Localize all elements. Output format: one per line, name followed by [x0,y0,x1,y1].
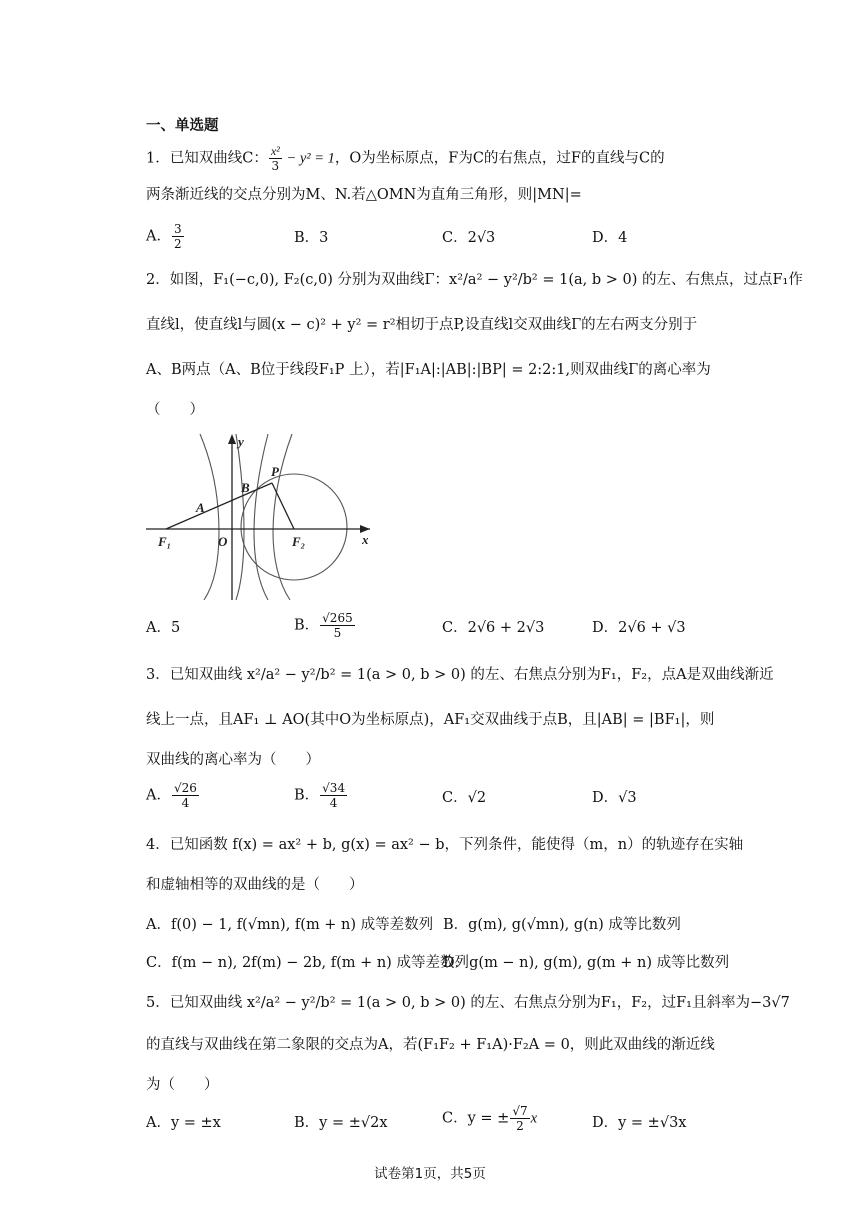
hyperbola-figure [146,432,376,602]
q5-line-1: 5．已知双曲线 x²/a² − y²/b² = 1(a > 0, b > 0) 的左、右焦点分别为F₁，F₂，过F₁且斜率为−3√7 [146,995,790,1011]
page-footer: 试卷第1页，共5页 [374,1166,486,1182]
q4-option-d[interactable]: D．g(m − n), g(m), g(m + n) 成等比数列 [443,955,730,971]
q3-line-1: 3．已知双曲线 x²/a² − y²/b² = 1(a > 0, b > 0) 的左、右焦点分别为F₁，F₂，点A是双曲线渐近 [146,667,774,683]
q1-line-2: 两条渐近线的交点分别为M、N.若△OMN为直角三角形，则|MN|= [146,187,582,203]
q4-option-c[interactable]: C．f(m − n), 2f(m) − 2b, f(m + n) 成等差数列 [146,955,469,971]
q1-text-a: 已知双曲线C： [169,150,268,167]
q3-option-d[interactable]: D．√3 [592,790,637,806]
q5-line-3: 为（ ） [146,1077,219,1093]
label-f1: F₁ [158,534,172,549]
q3-option-c[interactable]: C．√2 [442,790,487,806]
line-pf2 [272,483,294,529]
q1-line-1: 1．已知双曲线C： $\frac{\text{x²}}{3}$ − y² = 1，O为坐标原点，F为C的右焦点，过F的直线与C的 [146,144,665,173]
q2-option-a[interactable]: A．5 [146,620,181,636]
q5-option-d[interactable]: D．y = ±√3x [592,1115,687,1131]
label-p: P [271,464,279,479]
q2-option-d[interactable]: D．2√6 + √3 [592,620,686,636]
q4-line-1: 4．已知函数 f(x) = ax² + b, g(x) = ax² − b，下列条件，能使得（m，n）的轨迹存在实轴 [146,837,744,853]
q1-text-b: ，O为坐标原点，F为C的右焦点，过F的直线与C的 [334,150,665,167]
q1-number: 1． [146,150,170,167]
label-o: O [218,534,228,549]
q2-options [146,612,746,648]
q1-option-a[interactable]: A． $\frac{3}{2}$ [146,222,182,251]
label-a: A [196,500,205,515]
q2-line-4: （ ） [146,402,204,418]
q3-option-a[interactable]: A． $\frac{√26}{4}$ [146,781,197,810]
q2-option-b[interactable]: B． $\frac{√265}{5}$ [294,611,353,640]
q2-option-c[interactable]: C．2√6 + 2√3 [442,620,545,636]
q3-line-3: 双曲线的离心率为（ ） [146,752,320,768]
right-branch-inner-curve [254,434,268,600]
label-f2: F₂ [292,534,306,549]
q5-option-b[interactable]: B．y = ±√2x [294,1115,388,1131]
left-branch-curve [200,434,219,600]
q3-option-b[interactable]: B． $\frac{√34}{4}$ [294,781,346,810]
left-branch-inner-curve [236,434,244,600]
q4-option-b[interactable]: B．g(m), g(√mn), g(n) 成等比数列 [443,917,681,933]
q3-line-2: 线上一点，且AF₁ ⊥ AO(其中O为坐标原点)，AF₁交双曲线于点B，且|AB| = |BF₁|，则 [146,712,715,728]
q1-option-b[interactable]: B．3 [294,230,329,246]
q1-option-d[interactable]: D．4 [592,230,628,246]
q3-options [146,782,746,818]
section-title: 一、单选题 [146,118,219,134]
q1-option-c[interactable]: C．2√3 [442,230,496,246]
q5-options [146,1105,746,1141]
q4-option-a[interactable]: A．f(0) − 1, f(√mn), f(m + n) 成等差数列 [146,917,434,933]
y-axis-arrow [228,434,236,444]
q2-line-1: 2．如图，F₁(−c,0), F₂(c,0) 分别为双曲线Γ：x²/a² − y²/b² = 1(a, b > 0) 的左、右焦点，过点F₁作 [146,272,803,288]
q2-line-2: 直线l，使直线l与圆(x − c)² + y² = r²相切于点P,设直线l交双曲线Γ的左右两支分别于 [146,317,698,333]
label-x: x [362,532,369,547]
q4-line-2: 和虚轴相等的双曲线的是（ ） [146,877,364,893]
q2-line-3: A、B两点（A、B位于线段F₁P 上），若|F₁A|:|AB|:|BP| = 2:2:1,则双曲线Γ的离心率为 [146,362,711,378]
right-branch-curve [273,434,292,600]
q5-option-a[interactable]: A．y = ±x [146,1115,221,1131]
q1-fraction: $\frac{\text{x²}}{3}$ [270,144,280,173]
q5-line-2: 的直线与双曲线在第二象限的交点为A，若(F₁F₂ + F₁A)·F₂A = 0，则此双曲线的渐近线 [146,1037,715,1053]
q1-options [146,223,746,259]
q5-option-c[interactable]: C．y = ± $\frac{√7}{2}$ x [442,1104,538,1133]
label-b: B [241,480,250,495]
label-y: y [238,434,244,449]
